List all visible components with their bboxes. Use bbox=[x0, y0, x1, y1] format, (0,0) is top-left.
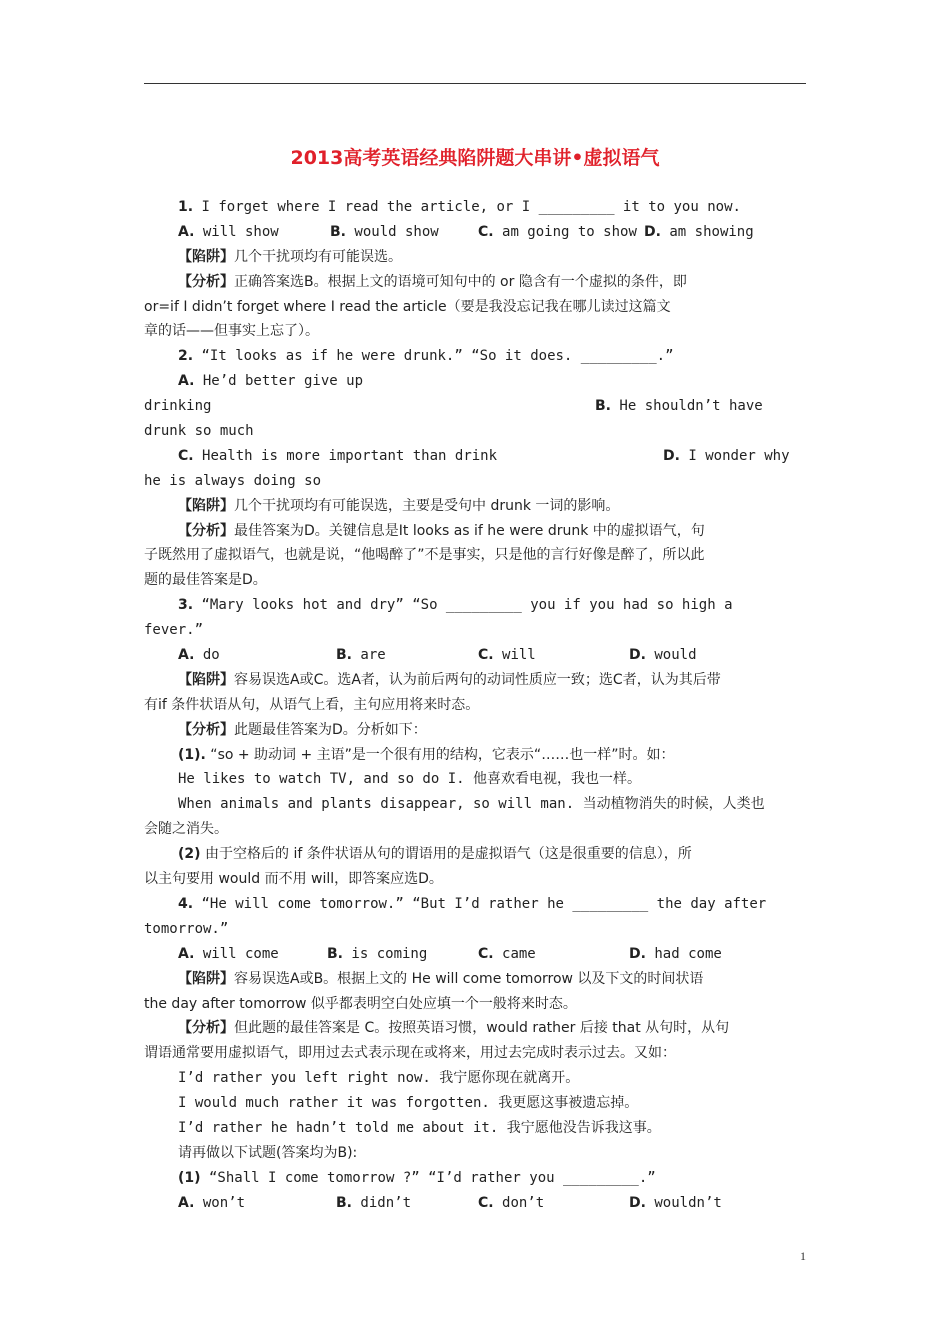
option-a: A. won’t bbox=[178, 1194, 245, 1211]
question-2-analysis-line-2: 子既然用了虚拟语气，也就是说，“他喝醉了”不是事实，只是他的言行好像是醉了，所以此 bbox=[144, 547, 705, 564]
question-1-analysis: 【分析】正确答案选B。根据上文的语境可知句中的 or 隐含有一个虚拟的条件，即 bbox=[178, 273, 687, 290]
option-d: D. am showing bbox=[644, 223, 754, 240]
option-c: C. don’t bbox=[478, 1194, 545, 1211]
option-a: A. will come bbox=[178, 945, 279, 962]
question-4-sub-1-options bbox=[144, 1191, 806, 1216]
question-2-trap: 【陷阱】几个干扰项均有可能误选，主要是受句中 drunk 一词的影响。 bbox=[178, 497, 620, 514]
question-3-point-1: (1). “so + 助动词 + 主语”是一个很有用的结构，它表示“……也一样”时。如： bbox=[178, 746, 675, 763]
option-c: C. am going to show bbox=[478, 223, 637, 240]
question-4-sub-1-stem: (1) “Shall I come tomorrow ?” “I’d rather you _________.” bbox=[178, 1169, 656, 1186]
question-3-trap-line-2: 有if 条件状语从句，从语气上看，主句应用将来时态。 bbox=[144, 696, 480, 713]
option-d: D. wouldn’t bbox=[629, 1194, 722, 1211]
option-c: C. will bbox=[478, 647, 536, 664]
question-4-analysis-line-2: 谓语通常要用虚拟语气，即用过去式表示现在或将来，用过去完成时表示过去。又如： bbox=[144, 1045, 676, 1062]
question-4-stem-continued: tomorrow.” bbox=[144, 920, 229, 937]
question-4-analysis: 【分析】但此题的最佳答案是 C。按照英语习惯，would rather 后接 that 从句时，从句 bbox=[178, 1020, 730, 1037]
page-title: 2013高考英语经典陷阱题大串讲•虚拟语气 bbox=[290, 147, 660, 169]
document-body bbox=[144, 195, 806, 1216]
option-b: B. He shouldn’t have bbox=[595, 398, 763, 415]
option-b: B. is coming bbox=[327, 945, 428, 962]
question-2-stem: 2. “It looks as if he were drunk.” “So it does. _________.” bbox=[178, 348, 674, 365]
question-1-analysis-line-2: or=if I didn’t forget where I read the article（要是我没忘记我在哪儿读过这篇文 bbox=[144, 298, 671, 315]
question-1-trap: 【陷阱】几个干扰项均有可能误选。 bbox=[178, 248, 402, 265]
question-1-options bbox=[144, 220, 806, 245]
question-3-example-2: When animals and plants disappear, so will man. 当动植物消失的时候，人类也 bbox=[178, 796, 765, 813]
option-d: D. would bbox=[629, 647, 697, 664]
question-2-option-a-b-line bbox=[144, 394, 806, 419]
question-2-option-a: A. He’d better give up bbox=[178, 373, 363, 390]
question-3-analysis: 【分析】此题最佳答案为D。分析如下： bbox=[178, 721, 427, 738]
question-2-option-c-d-line bbox=[144, 444, 806, 469]
option-c: C. came bbox=[478, 945, 536, 962]
question-3-stem-continued: fever.” bbox=[144, 622, 204, 639]
option-b: B. are bbox=[336, 647, 386, 664]
question-3-trap: 【陷阱】容易误选A或C。选A者，认为前后两句的动词性质应一致；选C者，认为其后带 bbox=[178, 671, 721, 688]
page-number: 1 bbox=[800, 1249, 806, 1263]
question-4-trap-line-2: the day after tomorrow 似乎都表明空白处应填一个一般将来时态。 bbox=[144, 995, 577, 1012]
question-3-options bbox=[144, 643, 806, 668]
question-3-stem: 3. “Mary looks hot and dry” “So _________ you if you had so high a bbox=[178, 597, 733, 614]
question-4-stem: 4. “He will come tomorrow.” “But I’d rather he _________ the day after bbox=[178, 895, 767, 912]
question-2-analysis: 【分析】最佳答案为D。关键信息是It looks as if he were drunk 中的虚拟语气，句 bbox=[178, 522, 705, 539]
question-4-example-2: I would much rather it was forgotten. 我更愿这事被遗忘掉。 bbox=[178, 1095, 639, 1112]
question-4-more-exercises: 请再做以下试题(答案均为B): bbox=[178, 1144, 358, 1161]
option-a: A. will show bbox=[178, 223, 279, 240]
option-b: B. didn’t bbox=[336, 1194, 412, 1211]
option-d: D. I wonder why bbox=[663, 447, 790, 464]
question-2-analysis-line-3: 题的最佳答案是D。 bbox=[144, 572, 267, 589]
option-b: B. would show bbox=[330, 223, 439, 240]
header-rule bbox=[144, 83, 806, 84]
option-a-continued: drinking bbox=[144, 398, 212, 415]
option-d: D. had come bbox=[629, 945, 722, 962]
question-2-option-d-continued: he is always doing so bbox=[144, 472, 322, 489]
option-c: C. Health is more important than drink bbox=[178, 447, 498, 464]
question-4-options bbox=[144, 942, 806, 967]
question-3-point-2-continued: 以主句要用 would 而不用 will，即答案应选D。 bbox=[144, 871, 443, 888]
question-3-point-2: (2) 由于空格后的 if 条件状语从句的谓语用的是虚拟语气（这是很重要的信息），所 bbox=[178, 846, 692, 863]
question-4-example-3: I’d rather he hadn’t told me about it. 我宁愿他没告诉我这事。 bbox=[178, 1119, 661, 1136]
question-3-example-2-continued: 会随之消失。 bbox=[144, 821, 228, 838]
question-1-analysis-line-3: 章的话——但事实上忘了）。 bbox=[144, 323, 319, 340]
option-a: A. do bbox=[178, 647, 220, 664]
question-2-option-b-continued: drunk so much bbox=[144, 423, 254, 440]
question-4-trap: 【陷阱】容易误选A或B。根据上文的 He will come tomorrow 以及下文的时间状语 bbox=[178, 970, 704, 987]
question-4-example-1: I’d rather you left right now. 我宁愿你现在就离开。 bbox=[178, 1070, 580, 1087]
question-1-stem: 1. I forget where I read the article, or I _________ it to you now. bbox=[178, 199, 741, 215]
question-3-example-1: He likes to watch TV, and so do I. 他喜欢看电视，我也一样。 bbox=[178, 771, 642, 788]
